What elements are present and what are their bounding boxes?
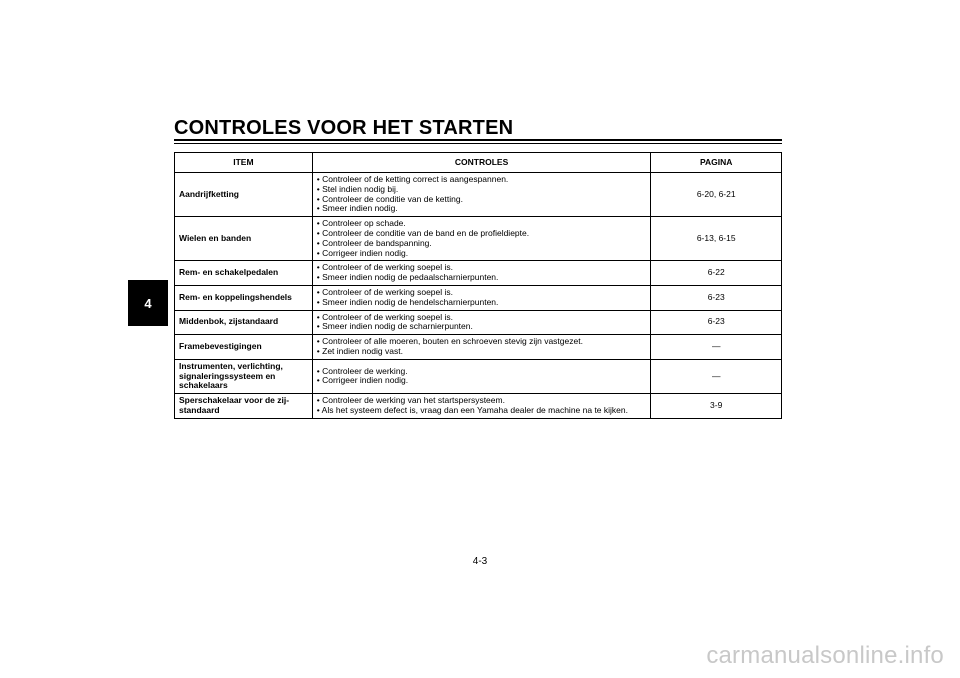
item-cell: Wielen en banden (175, 217, 313, 261)
control-step-text: Controleer de conditie van de ketting. (322, 193, 463, 204)
page-reference-cell: 6-22 (651, 261, 782, 286)
page-title: CONTROLES VOOR HET STARTEN (174, 117, 514, 139)
table-row (175, 217, 782, 261)
controls-cell (312, 335, 651, 360)
item-cell: Sperschakelaar voor de zij-standaard (175, 394, 313, 419)
control-step-text: Controleer de werking van het startspersysteem. (322, 395, 505, 406)
control-step-text: Smeer indien nodig de pedaalscharnierpunten. (322, 272, 499, 283)
control-step (317, 322, 647, 332)
control-step-text: Controleer de werking. (322, 365, 408, 376)
bullet-icon: • (316, 272, 323, 283)
page-reference-cell: — (651, 359, 782, 393)
control-step-text: Zet indien nodig vast. (322, 345, 403, 356)
bullet-icon: • (316, 183, 323, 194)
item-cell: Framebevestigingen (175, 335, 313, 360)
bullet-icon: • (316, 227, 323, 238)
watermark: carmanualsonline.info (706, 642, 944, 669)
control-step-text: Controleer op schade. (322, 218, 406, 229)
bullet-icon: • (316, 365, 323, 376)
control-step (317, 204, 647, 214)
bullet-icon: • (316, 345, 323, 356)
control-step (317, 347, 647, 357)
chapter-tab (128, 280, 168, 326)
control-step-text: Controleer de bandspanning. (322, 237, 432, 248)
chapter-tab-number: 4 (144, 295, 152, 311)
bullet-icon: • (316, 237, 323, 248)
control-step-text: Controleer of alle moeren, bouten en schroeven stevig zijn vastgezet. (322, 336, 583, 347)
controls-cell (312, 285, 651, 310)
control-step-text: Controleer of de ketting correct is aangespannen. (322, 174, 509, 184)
title-rule-thick (174, 139, 782, 141)
control-step-text: Smeer indien nodig de scharnierpunten. (322, 321, 473, 332)
item-cell: Middenbok, zijstandaard (175, 310, 313, 335)
bullet-icon: • (316, 247, 323, 258)
control-step-text: Corrigeer indien nodig. (322, 375, 409, 386)
control-step-text: Controleer of de werking soepel is. (322, 286, 453, 297)
control-step-text: Controleer de conditie van de band en de profieldiepte. (322, 227, 530, 238)
bullet-icon: • (316, 296, 323, 307)
table-row (175, 173, 782, 217)
controls-cell (312, 217, 651, 261)
column-header-controls: CONTROLES (312, 153, 651, 173)
table-row (175, 394, 782, 419)
pre-operation-checklist-table (174, 152, 782, 419)
page-number: 4-3 (472, 556, 488, 567)
controls-cell (312, 261, 651, 286)
item-cell: Instrumenten, verlichting, signaleringssysteem en schakelaars (175, 359, 313, 393)
controls-cell (312, 394, 651, 419)
control-step-text: Smeer indien nodig. (322, 203, 398, 214)
bullet-icon: • (316, 404, 322, 415)
bullet-icon: • (316, 311, 323, 322)
control-step (317, 273, 647, 283)
item-cell: Rem- en schakelpedalen (175, 261, 313, 286)
page-reference-cell: — (651, 335, 782, 360)
table-row (175, 310, 782, 335)
control-step-text: Controleer of de werking soepel is. (322, 262, 453, 273)
control-step (317, 298, 647, 308)
bullet-icon: • (316, 286, 323, 297)
item-cell: Aandrijfketting (175, 173, 313, 217)
table-body (175, 173, 782, 419)
page-reference-cell: 6-23 (651, 310, 782, 335)
control-step-text: Corrigeer indien nodig. (322, 247, 409, 258)
table-row (175, 359, 782, 393)
bullet-icon: • (316, 336, 323, 347)
page-reference-cell: 6-13, 6-15 (651, 217, 782, 261)
bullet-icon: • (316, 203, 323, 214)
title-rule-thin (174, 143, 782, 144)
table-row (175, 285, 782, 310)
bullet-icon: • (316, 218, 323, 229)
control-step-text: Smeer indien nodig de hendelscharnierpunten. (322, 296, 499, 307)
control-step-text: Controleer of de werking soepel is. (322, 311, 453, 322)
column-header-item: ITEM (175, 153, 313, 173)
controls-cell (312, 310, 651, 335)
table-row (175, 261, 782, 286)
control-step-text: Als het systeem defect is, vraag dan een Yamaha dealer de machine na te kijken. (321, 404, 628, 415)
page-reference-cell: 6-23 (651, 285, 782, 310)
bullet-icon: • (316, 262, 323, 273)
page-reference-cell: 3-9 (651, 394, 782, 419)
item-cell: Rem- en koppelingshendels (175, 285, 313, 310)
controls-cell (312, 359, 651, 393)
table-header-row (175, 153, 782, 173)
control-step-text: Stel indien nodig bij. (322, 183, 399, 194)
table-row (175, 335, 782, 360)
bullet-icon: • (316, 174, 323, 184)
bullet-icon: • (316, 395, 323, 406)
page-reference-cell: 6-20, 6-21 (651, 173, 782, 217)
control-step (317, 249, 647, 259)
control-step (317, 376, 647, 386)
column-header-page: PAGINA (651, 153, 782, 173)
bullet-icon: • (316, 193, 323, 204)
controls-cell (312, 173, 651, 217)
bullet-icon: • (316, 321, 323, 332)
control-step (317, 406, 647, 416)
bullet-icon: • (316, 375, 323, 386)
